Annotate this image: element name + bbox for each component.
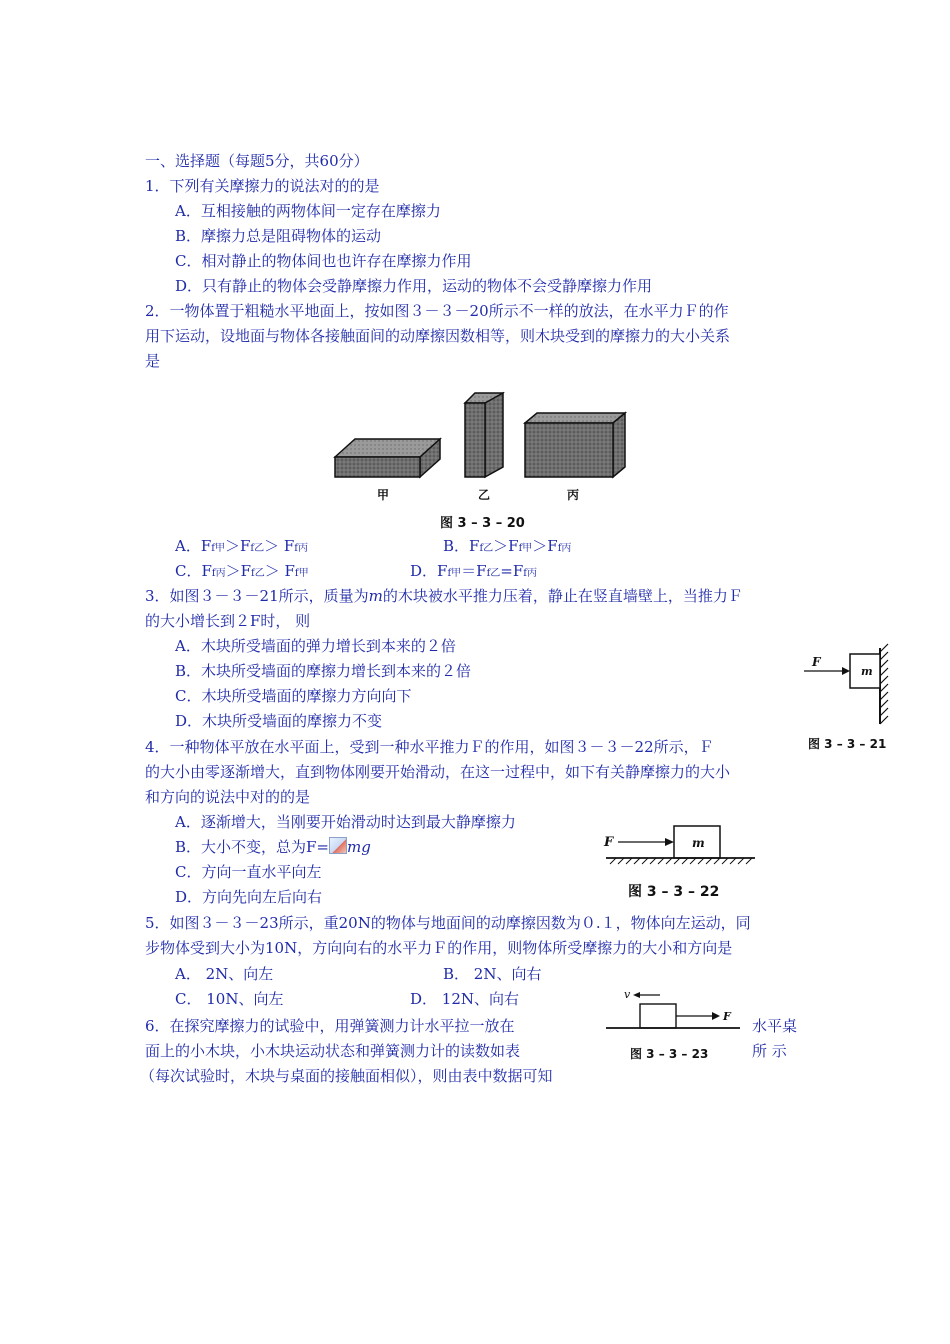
q1-option-b: B．摩擦力总是阻碍物体的运动 bbox=[175, 227, 382, 245]
mass-label-m: m bbox=[861, 665, 873, 678]
block bbox=[640, 1004, 676, 1028]
block-bing bbox=[525, 413, 625, 477]
label-jia: 甲 bbox=[377, 488, 390, 502]
q2-stem-line3: 是 bbox=[145, 352, 161, 370]
q5-stem-line2: 步物体受到大小为10N，方向向右的水平力Ｆ的作用，则物体所受摩擦力的大小和方向是 bbox=[145, 939, 733, 957]
q4-option-a: A．逐渐增大，当刚要开始滑动时达到最大静摩擦力 bbox=[175, 813, 516, 831]
q5-option-a: A． 2N、向左 bbox=[175, 965, 274, 983]
figure-3-3-22-ground bbox=[600, 818, 760, 904]
q6-line2-right: 所 示 bbox=[752, 1042, 787, 1060]
block-jia bbox=[335, 439, 440, 477]
force-label-F: F bbox=[723, 1010, 731, 1023]
q2-stem-line1: 2．一物体置于粗糙水平地面上，按如图３－３－20所示不一样的放法，在水平力Ｆ的作 bbox=[145, 302, 729, 320]
q5-stem-line1: 5．如图３－３－23所示，重20N的物体与地面间的动摩擦因数为０.１，物体向左运动，同 bbox=[145, 914, 751, 932]
figure-3-3-23-sliding-block bbox=[600, 984, 750, 1070]
velocity-label-v: v bbox=[624, 988, 631, 1001]
q4-option-c: C．方向一直水平向左 bbox=[175, 863, 322, 881]
mu-image-icon bbox=[329, 837, 347, 854]
q1-option-c: C．相对静止的物体间也也许存在摩擦力作用 bbox=[175, 252, 472, 270]
q4-option-d: D．方向先向左后向右 bbox=[175, 888, 323, 906]
caption-3-3-21: 图 3 – 3 – 21 bbox=[808, 737, 887, 751]
caption-3-3-23: 图 3 – 3 – 23 bbox=[630, 1047, 709, 1061]
q6-line1: 6．在探究摩擦力的试验中，用弹簧测力计水平拉一放在 bbox=[145, 1017, 515, 1035]
mass-label-m: m bbox=[692, 836, 705, 850]
q3-option-b: B．木块所受墙面的摩擦力增长到本来的２倍 bbox=[175, 662, 472, 680]
q3-option-a: A．木块所受墙面的弹力增长到本来的２倍 bbox=[175, 637, 456, 655]
label-yi: 乙 bbox=[478, 488, 491, 502]
q3-stem-line2: 的大小增长到２F时， 则 bbox=[145, 612, 311, 630]
block-yi bbox=[465, 393, 503, 477]
q3-stem-line1: 3．如图３－３－21所示，质量为m的木块被水平推力压着，静止在竖直墙壁上，当推力Ｆ bbox=[145, 587, 743, 605]
q3-option-d: D．木块所受墙面的摩擦力不变 bbox=[175, 712, 383, 730]
q5-option-d: D． 12N、向右 bbox=[410, 990, 520, 1008]
caption-3-3-22: 图 3 – 3 – 22 bbox=[628, 884, 720, 900]
q1-option-d: D．只有静止的物体会受静摩擦力作用，运动的物体不会受静摩擦力作用 bbox=[175, 277, 653, 295]
q2-option-c: C．Ff丙＞Ff乙＞ Ff甲 bbox=[175, 562, 309, 580]
q2-stem-line2: 用下运动，设地面与物体各接触面间的动摩擦因数相等，则木块受到的摩擦力的大小关系 bbox=[145, 327, 731, 345]
q3-option-c: C．木块所受墙面的摩擦力方向向下 bbox=[175, 687, 412, 705]
q1-stem: 1．下列有关摩擦力的说法对的的是 bbox=[145, 177, 380, 195]
q4-stem-line3: 和方向的说法中对的的是 bbox=[145, 788, 311, 806]
q4-option-b: B．大小不变，总为F= mg bbox=[175, 838, 371, 856]
q6-line3: （每次试验时，木块与桌面的接触面相似），则由表中数据可知 bbox=[140, 1067, 553, 1085]
q2-option-a: A．Ff甲＞Ff乙＞ Ff丙 bbox=[175, 537, 308, 555]
q6-line1-right: 水平桌 bbox=[752, 1017, 798, 1035]
q5-option-b: B． 2N、向右 bbox=[443, 965, 542, 983]
section-heading: 一、选择题（每题5分，共60分） bbox=[145, 152, 369, 170]
caption-3-3-20: 图 3 – 3 – 20 bbox=[440, 516, 525, 531]
q5-option-c: C． 10N、向左 bbox=[175, 990, 284, 1008]
q4-stem-line2: 的大小由零逐渐增大，直到物体刚要开始滑动，在这一过程中，如下有关静摩擦力的大小 bbox=[145, 763, 731, 781]
figure-3-3-21-wall bbox=[800, 640, 910, 760]
q2-option-d: D．Ff甲＝Ff乙=Ff丙 bbox=[410, 562, 537, 580]
force-label-F: F bbox=[812, 655, 821, 669]
q4-stem-line1: 4．一种物体平放在水平面上，受到一种水平推力Ｆ的作用，如图３－３－22所示，Ｆ bbox=[145, 738, 714, 756]
label-bing: 丙 bbox=[567, 488, 580, 502]
q6-line2: 面上的小木块，小木块运动状态和弹簧测力计的读数如表 bbox=[145, 1042, 521, 1060]
figure-3-3-20-blocks bbox=[325, 375, 635, 535]
q2-option-b: B．Ff乙＞Ff甲＞Ff丙 bbox=[443, 537, 572, 555]
force-label-F: F bbox=[604, 835, 614, 850]
q1-option-a: A．互相接触的两物体间一定存在摩擦力 bbox=[175, 202, 441, 220]
